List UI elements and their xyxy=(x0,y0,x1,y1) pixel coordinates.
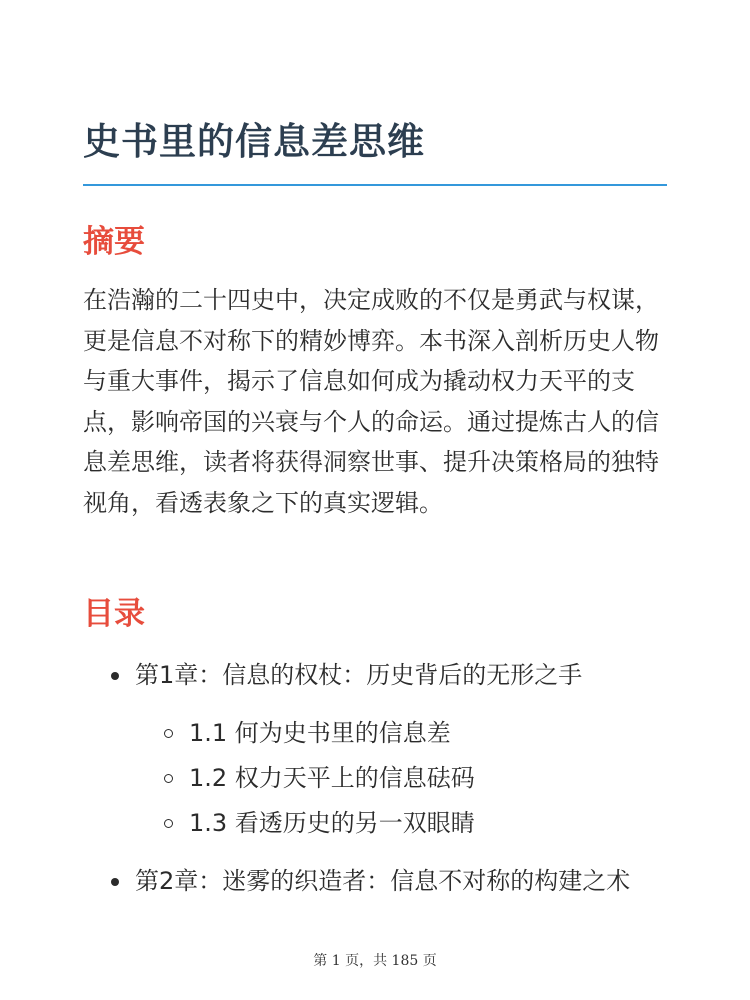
toc-heading: 目录 xyxy=(83,596,145,632)
document-title: 史书里的信息差思维 xyxy=(83,120,425,163)
toc-chapter-1 xyxy=(135,658,670,693)
toc-section-label: 1.2 权力天平上的信息砝码 xyxy=(189,764,475,792)
toc-section-label: 1.1 何为史书里的信息差 xyxy=(189,719,451,747)
title-divider xyxy=(83,184,667,186)
bullet-icon xyxy=(111,878,119,886)
toc-chapter-label: 第1章：信息的权杖：历史背后的无形之手 xyxy=(135,661,583,689)
summary-heading: 摘要 xyxy=(83,224,145,260)
hollow-bullet-icon xyxy=(164,729,173,738)
bullet-icon xyxy=(111,672,119,680)
summary-paragraph: 在浩瀚的二十四史中，决定成败的不仅是勇武与权谋，更是信息不对称下的精妙博弈。本书深入剖析历史人物与重大事件，揭示了信息如何成为撬动权力天平的支点，影响帝国的兴衰与个人的命运。通过提炼古人的信息差思维，读者将获得洞察世事、提升决策格局的独特视角，看透表象之下的真实逻辑。 xyxy=(83,286,659,517)
toc-chapter-2 xyxy=(135,864,670,899)
toc-section-label: 1.3 看透历史的另一双眼睛 xyxy=(189,809,475,837)
hollow-bullet-icon xyxy=(164,774,173,783)
toc-section-1-2 xyxy=(189,761,659,796)
toc-section-1-3 xyxy=(189,806,659,841)
page-number-footer: 第 1 页，共 185 页 xyxy=(313,953,437,969)
hollow-bullet-icon xyxy=(164,819,173,828)
toc-section-1-1 xyxy=(189,716,659,751)
toc-chapter-label: 第2章：迷雾的织造者：信息不对称的构建之术 xyxy=(135,867,631,895)
